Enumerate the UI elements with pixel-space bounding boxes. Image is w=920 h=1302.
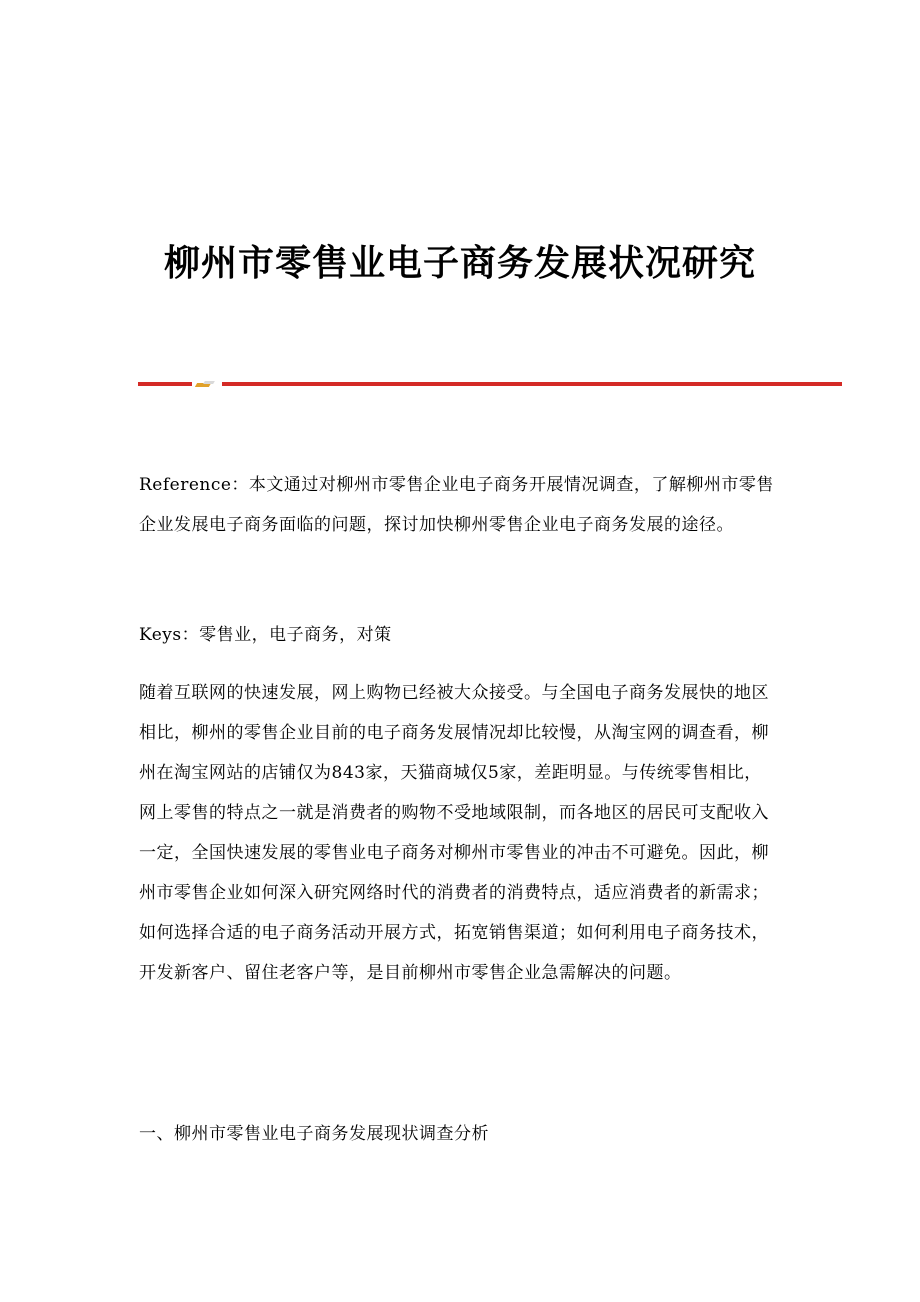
keywords-line: Keys：零售业，电子商务，对策 xyxy=(139,625,392,645)
abstract-paragraph: Reference：本文通过对柳州市零售企业电子商务开展情况调查，了解柳州市零售企业发展电子商务面临的问题，探讨加快柳州零售企业电子商务发展的途径。 xyxy=(139,475,774,535)
body-paragraph: 随着互联网的快速发展，网上购物已经被大众接受。与全国电子商务发展快的地区相比，柳州的零售企业目前的电子商务发展情况却比较慢，从淘宝网的调查看，柳州在淘宝网站的店铺仅为843家，天猫商城仅5家，差距明显。与传统零售相比，网上零售的特点之一就是消费者的购物不受地域限制，而各地区的居民可支配收入一定，全国快速发展的零售业电子商务对柳州市零售业的冲击不可避免。因此，柳州市零售企业如何深入研究网络时代的消费者的消费特点，适应消费者的新需求；如何选择合适的电子商务活动开展方式，拓宽销售渠道；如何利用电子商务技术，开发新客户、留住老客户等，是目前柳州市零售企业急需解决的问题。 xyxy=(139,683,769,983)
title-divider xyxy=(138,380,842,388)
section-heading: 一、柳州市零售业电子商务发展现状调查分析 xyxy=(139,1124,489,1144)
divider-ornament-icon xyxy=(196,381,218,387)
divider-left-segment xyxy=(138,382,192,386)
divider-right-segment xyxy=(222,382,842,386)
page-title: 柳州市零售业电子商务发展状况研究 xyxy=(163,243,756,285)
